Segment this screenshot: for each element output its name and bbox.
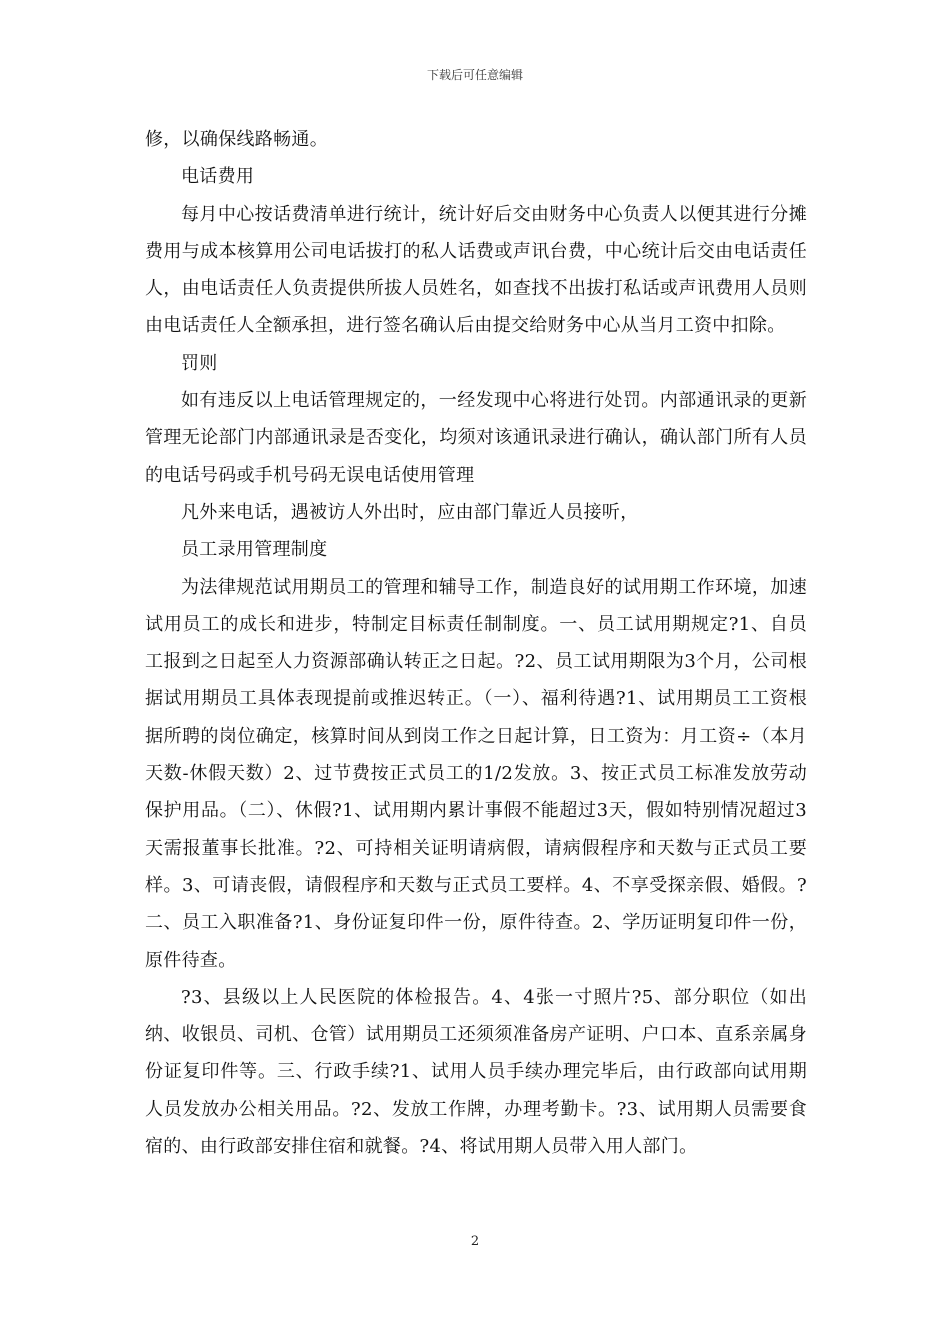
paragraph: ?3、县级以上人民医院的体检报告。4、4张一寸照片?5、部分职位（如出纳、收银员、司机、仓管）试用期员工还须须准备房产证明、户口本、直系亲属身份证复印件等。三、行政手续?1、试用人员手续办理完毕后，由行政部向试用期人员发放办公相关用品。?2、发放工作牌，办理考勤卡。?3、试用期人员需要食宿的、由行政部安排住宿和就餐。?4、将试用期人员带入用人部门。 [145, 986, 807, 1158]
paragraph: 每月中心按话费清单进行统计，统计好后交由财务中心负责人以便其进行分摊费用与成本核算用公司电话拔打的私人话费或声讯台费，中心统计后交由电话责任人，由电话责任人负责提供所拔人员姓名，如查找不出拔打私话或声讯费用人员则由电话责任人全额承担，进行签名确认后由提交给财务中心从当月工资中扣除。 [145, 203, 807, 337]
paragraph: 如有违反以上电话管理规定的，一经发现中心将进行处罚。内部通讯录的更新管理无论部门内部通讯录是否变化，均须对该通讯录进行确认，确认部门所有人员的电话号码或手机号码无误电话使用管理 [145, 390, 807, 486]
paragraph: 凡外来电话，遇被访人外出时，应由部门靠近人员接听， [181, 501, 639, 523]
paragraph: 为法律规范试用期员工的管理和辅导工作，制造良好的试用期工作环境，加速试用员工的成长和进步，特制定目标责任制制度。一、员工试用期规定?1、自员工报到之日起至人力资源部确认转正之日起。?2、员工试用期限为3个月，公司根据试用期员工具体表现提前或推迟转正。（一）、福利待遇?1、试用期员工工资根据所聘的岗位确定，核算时间从到岗工作之日起计算，日工资为：月工资÷（本月天数-休假天数）2、过节费按正式员工的1/2发放。3、按正式员工标准发放劳动保护用品。（二）、休假?1、试用期内累计事假不能超过3天，假如特别情况超过3天需报董事长批准。?2、可持相关证明请病假，请病假程序和天数与正式员工要样。3、可请丧假，请假程序和天数与正式员工要样。4、不享受探亲假、婚假。?二、员工入职准备?1、身份证复印件一份，原件待查。2、学历证明复印件一份，原件待查。 [145, 576, 807, 971]
section-heading-penalties: 罚则 [181, 352, 218, 374]
page-header: 下载后可任意编辑 [426, 68, 523, 82]
paragraph: 修，以确保线路畅通。 [145, 129, 328, 150]
section-heading-employee-hiring: 员工录用管理制度 [181, 539, 328, 561]
document-body [145, 121, 807, 1165]
section-heading-phone-fees: 电话费用 [181, 166, 255, 188]
page-number: 2 [470, 1234, 480, 1249]
